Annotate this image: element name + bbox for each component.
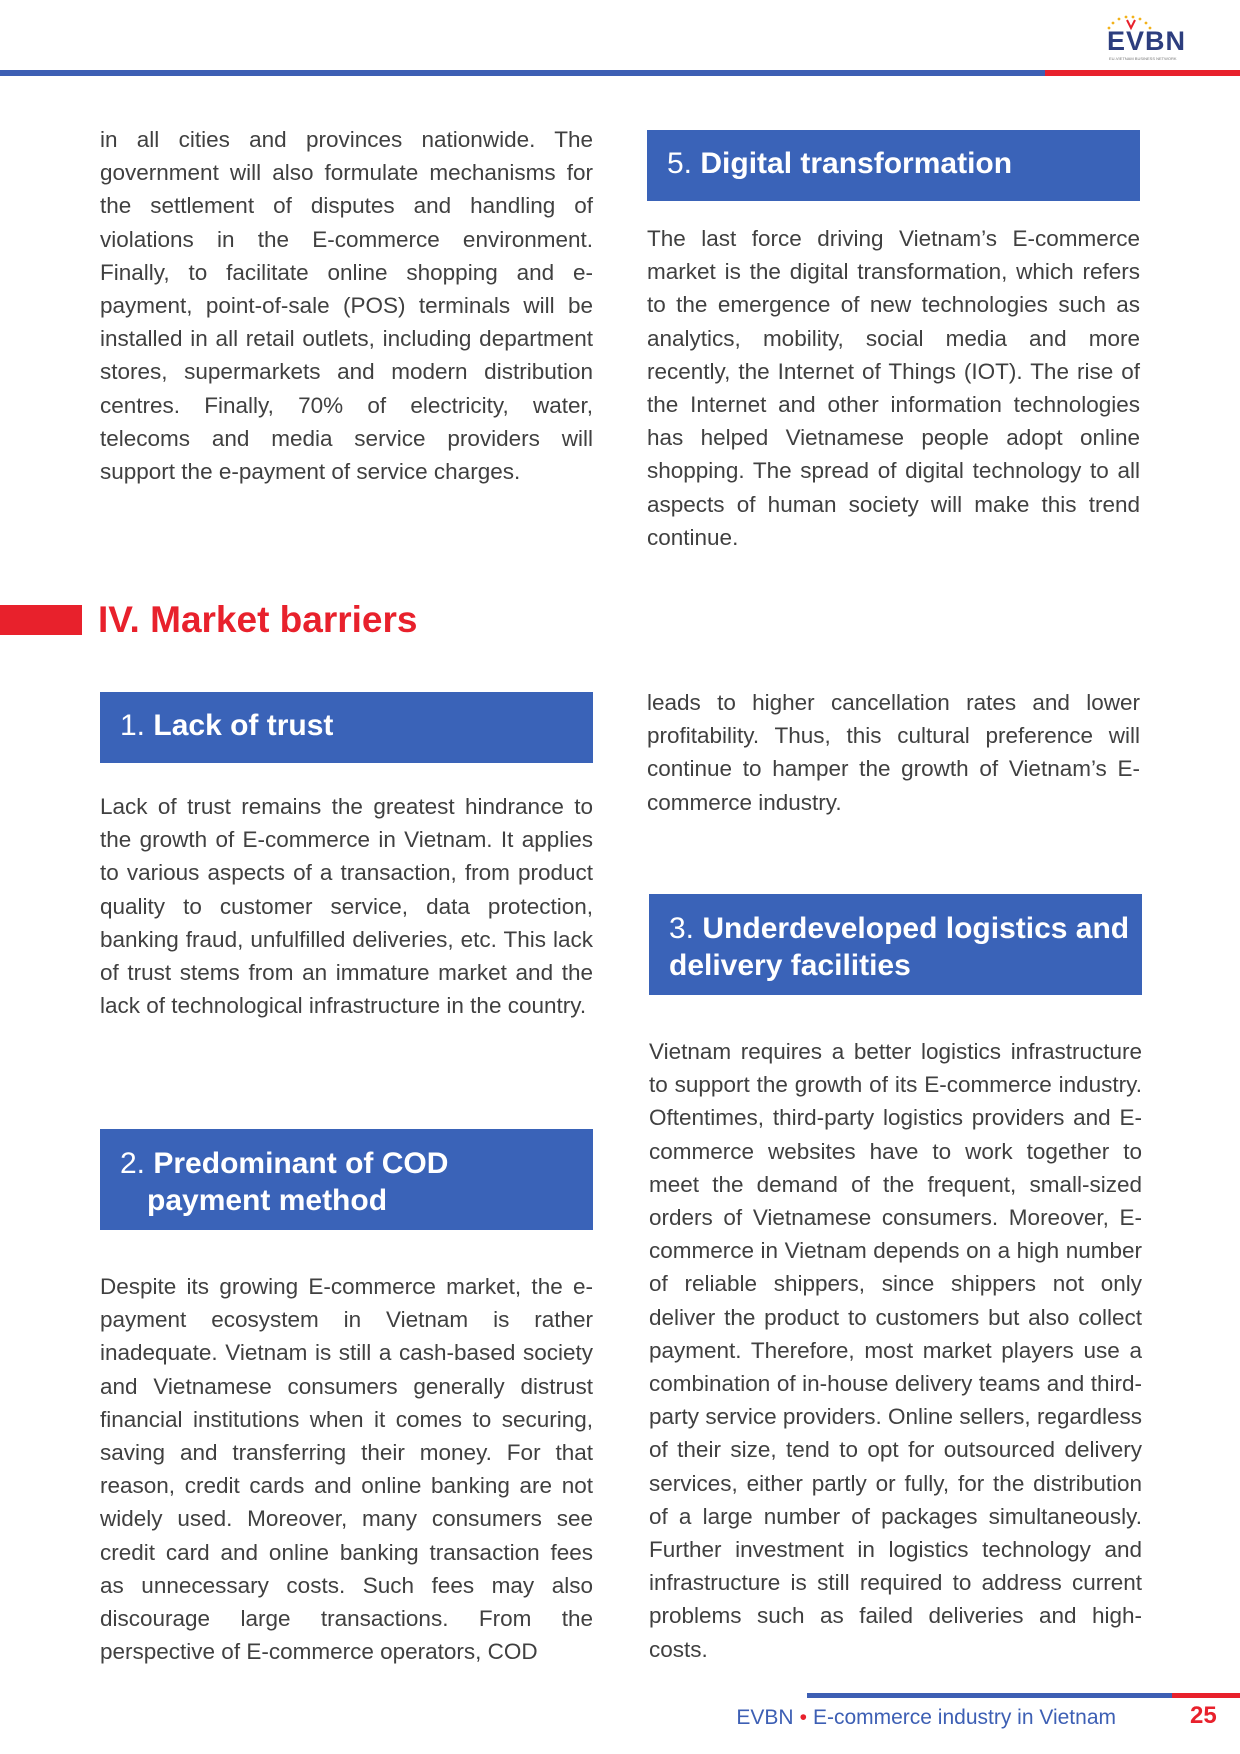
logistics-paragraph: Vietnam requires a better logistics infrastructure to support the growth of its E-commerce industry. Oftentimes, third-party logistics providers and E-commerce websites have to work together to meet the demand of the frequent, small-sized orders of Vietnamese consumers. Moreover, E-commerce in Vietnam depends on a high number of reliable shippers, since shippers not only deliver the product to customers but also collect payment. Therefore, most market players use a combination of in-house delivery teams and third-party service providers. Online sellers, regardless of their size, tend to opt for outsourced delivery services, either partly or fully, for the distribution of a large number of packages simultaneously. Further investment in logistics technology and infrastructure is still required to address current problems such as failed deliveries and high-costs. bbox=[649, 1039, 1142, 1662]
heading-title: Digital transformation bbox=[700, 147, 1013, 180]
evbn-logo bbox=[1095, 14, 1187, 61]
heading-title: Lack of trust bbox=[153, 709, 334, 742]
heading-title-line2: delivery facilities bbox=[669, 949, 911, 982]
lack-of-trust-paragraph: Lack of trust remains the greatest hindrance to the growth of E-commerce in Vietnam. It applies to various aspects of a transaction, from product quality to customer service, data protection, banking fraud, unfulfilled deliveries, etc. This lack of trust stems from an immature market and the lack of technological infrastructure in the country. bbox=[100, 794, 593, 1019]
heading-title-line1: Predominant of COD bbox=[153, 1147, 449, 1180]
header-rule-blue bbox=[0, 70, 1045, 76]
lack-of-trust-heading bbox=[100, 692, 593, 763]
footer-rule-red bbox=[1172, 1693, 1240, 1698]
heading-number: 5. bbox=[667, 147, 693, 180]
heading-number: 3. bbox=[669, 912, 695, 945]
cod-payment-paragraph: Despite its growing E-commerce market, the e-payment ecosystem in Vietnam is rather inadequate. Vietnam is still a cash-based society and Vietnamese consumers generally distrust financial institutions when it comes to securing, saving and transferring their money. For that reason, credit cards and online banking are not widely used. Moreover, many consumers see credit card and online banking transaction fees as unnecessary costs. Such fees may also discourage large transactions. From the perspective of E-commerce operators, COD bbox=[100, 1274, 593, 1665]
footer-publication: E-commerce industry in Vietnam bbox=[812, 1706, 1116, 1729]
heading-number: 2. bbox=[120, 1147, 146, 1180]
digital-transformation-heading bbox=[647, 130, 1140, 201]
cod-payment-heading bbox=[100, 1129, 593, 1230]
heading-title-line2: payment method bbox=[147, 1184, 388, 1217]
cod-payment-continuation: leads to higher cancellation rates and lower profitability. Thus, this cultural preference will continue to hamper the growth of Vietnam’s E-commerce industry. bbox=[647, 690, 1140, 815]
logo-wordmark: EVBN bbox=[1107, 26, 1187, 56]
footer-publication-line bbox=[736, 1706, 1116, 1730]
section-marker bbox=[0, 605, 82, 635]
page-number: 25 bbox=[1190, 1702, 1217, 1729]
footer-brand: EVBN bbox=[736, 1706, 794, 1729]
header-rule-red bbox=[1045, 70, 1240, 76]
heading-number: 1. bbox=[120, 709, 146, 742]
footer-rule-blue bbox=[807, 1693, 1172, 1698]
logo-subtext: EU-VIETNAM BUSINESS NETWORK bbox=[1109, 56, 1177, 61]
digital-transformation-paragraph: The last force driving Vietnam’s E-commerce market is the digital transformation, which refers to the emergence of new technologies such as analytics, mobility, social media and more recently, the Internet of Things (IOT). The rise of the Internet and other information technologies has helped Vietnamese people adopt online shopping. The spread of digital technology to all aspects of human society will make this trend continue. bbox=[647, 226, 1140, 550]
heading-title-line1: Underdeveloped logistics and bbox=[702, 912, 1130, 945]
intro-continuation-paragraph: in all cities and provinces nationwide. The government will also formulate mechanisms for the settlement of disputes and handling of violations in the E-commerce environment. Finally, to facilitate online shopping and e-payment, point-of-sale (POS) terminals will be installed in all retail outlets, including department stores, supermarkets and modern distribution centres. Finally, 70% of electricity, water, telecoms and media service providers will support the e-payment of service charges. bbox=[100, 127, 593, 485]
section-title: IV. Market barriers bbox=[98, 599, 418, 640]
footer-separator: • bbox=[799, 1706, 807, 1729]
logistics-heading bbox=[649, 894, 1142, 995]
